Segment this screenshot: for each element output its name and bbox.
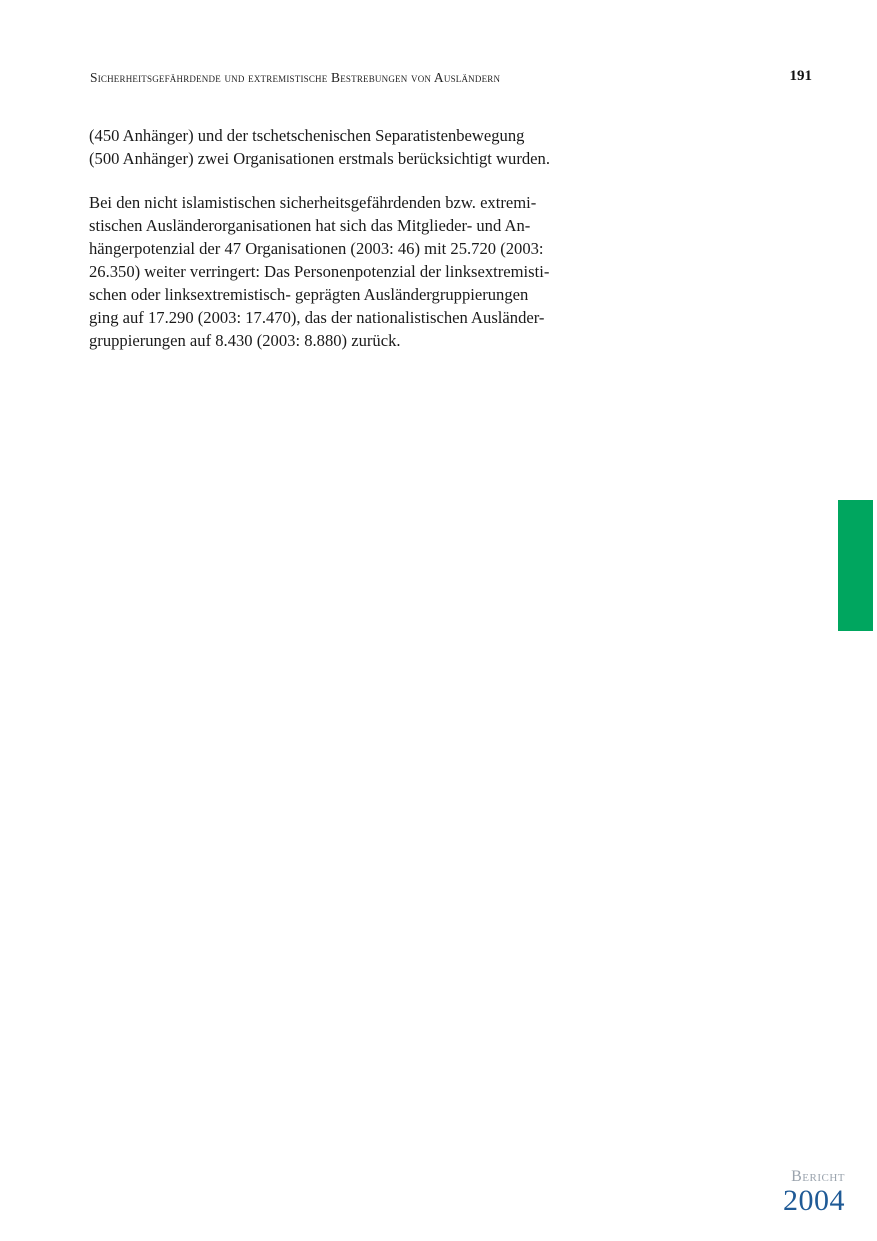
text-line: stischen Ausländerorganisationen hat sich das Mitglieder- und An- — [89, 216, 531, 235]
report-year: 2004 — [783, 1184, 845, 1217]
text-line: Bei den nicht islamistischen sicherheitsgefährdenden bzw. extremi- — [89, 193, 537, 212]
header-title: Sicherheitsgefährdende und extremistische Bestrebungen von Ausländern — [90, 70, 501, 85]
text-line: schen oder linksextremistisch- geprägten Ausländergruppierungen — [89, 285, 529, 304]
text-line: (500 Anhänger) zwei Organisationen erstmals berücksichtigt wurden. — [89, 149, 550, 168]
text-line: ging auf 17.290 (2003: 17.470), das der nationalistischen Ausländer- — [89, 308, 545, 327]
paragraph-2 — [89, 191, 649, 352]
page-number: 191 — [789, 68, 812, 84]
section-tab-marker — [838, 500, 873, 631]
report-logo — [783, 1168, 845, 1216]
report-word: Bericht — [791, 1168, 845, 1185]
paragraph-1 — [89, 124, 649, 170]
text-line: gruppierungen auf 8.430 (2003: 8.880) zurück. — [89, 331, 401, 350]
text-line: 26.350) weiter verringert: Das Personenpotenzial der linksextremisti- — [89, 262, 550, 281]
text-line: (450 Anhänger) und der tschetschenischen Separatistenbewegung — [89, 126, 525, 145]
body-text — [89, 124, 649, 373]
running-header — [90, 68, 812, 90]
text-line: hängerpotenzial der 47 Organisationen (2003: 46) mit 25.720 (2003: — [89, 239, 544, 258]
